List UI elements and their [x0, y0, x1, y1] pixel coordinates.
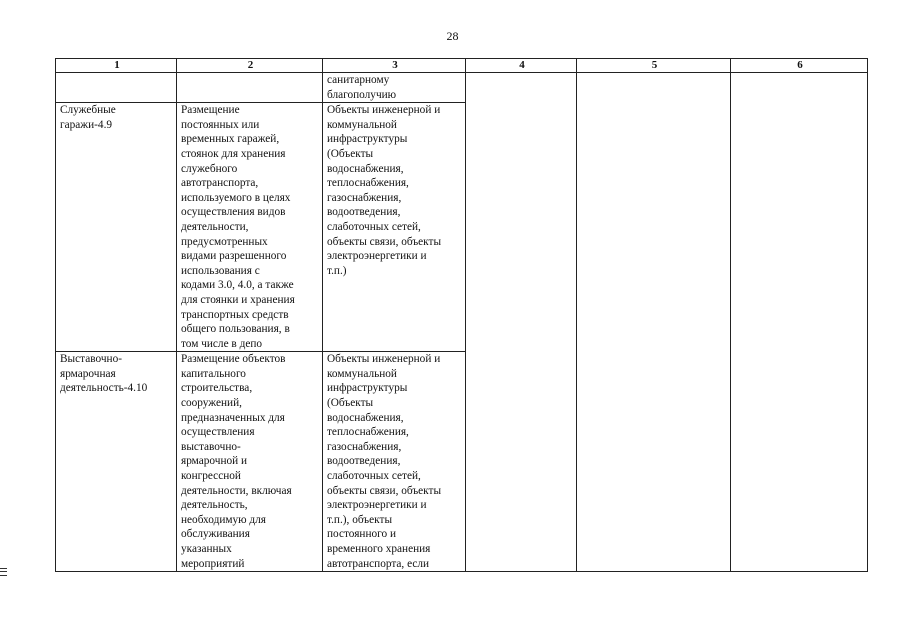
cell-text-line: т.п.), объекты: [327, 513, 393, 526]
scan-edge-mark: [0, 568, 7, 576]
cell-text-line: водоснабжения,: [327, 162, 404, 175]
cell-text-line: деятельность,: [181, 499, 248, 512]
cell-text-line: водоотведения,: [327, 455, 401, 468]
cell-text-line: строительства,: [181, 382, 253, 395]
cell-text-line: постоянного и: [327, 528, 397, 541]
cell-text-line: временного хранения: [327, 543, 431, 555]
cell-text-line: Размещение: [181, 104, 240, 117]
description-cell: [177, 352, 323, 572]
use-type-cell: [56, 352, 177, 572]
cell-text-line: т.п.): [327, 264, 347, 277]
cell-text-line: Служебные: [60, 104, 116, 117]
cell-text-line: выставочно-: [181, 440, 241, 453]
column-header: 4: [466, 59, 577, 73]
cell-text-line: теплоснабжения,: [327, 177, 409, 190]
cell-text-line: мероприятий: [181, 557, 245, 570]
cell-text-line: (Объекты: [327, 147, 374, 160]
cell-text-line: используемого в целях: [181, 191, 291, 204]
cell-text-line: благополучию: [327, 88, 397, 101]
header-row: [56, 59, 868, 73]
cell-text-line: для стоянки и хранения: [181, 293, 295, 306]
cell-text-line: конгрессной: [181, 470, 241, 483]
cell-text-line: коммунальной: [327, 367, 397, 380]
cell-text-line: слаботочных сетей,: [327, 220, 421, 233]
cell-text-line: (Объекты: [327, 397, 374, 410]
cell-text-line: коммунальной: [327, 118, 397, 131]
cell-text-line: видами разрешенного: [181, 250, 287, 263]
cell-text-line: стоянок для хранения: [181, 147, 286, 160]
column-4-cell: [466, 73, 577, 572]
cell-text-line: кодами 3.0, 4.0, а также: [181, 279, 294, 292]
cell-text-line: инфраструктуры: [327, 382, 408, 395]
cell-text-line: временных гаражей,: [181, 133, 280, 146]
cell-text-line: газоснабжения,: [327, 440, 402, 453]
page-number: 28: [446, 29, 459, 43]
cell-text-line: осуществления видов: [181, 206, 286, 219]
column-header: 5: [577, 59, 731, 73]
use-type-cell: [56, 103, 177, 352]
cell-text-line: служебного: [181, 162, 238, 175]
cell-text-line: указанных: [181, 543, 232, 555]
cell-text-line: деятельности,: [181, 220, 249, 233]
description-cell: [177, 73, 323, 103]
cell-text-line: автотранспорта, если: [327, 557, 430, 570]
cell-text-line: постоянных или: [181, 118, 260, 131]
cell-text-line: автотранспорта,: [181, 177, 259, 190]
cell-text-line: капитального: [181, 367, 246, 380]
cell-text-line: гаражи-4.9: [60, 118, 113, 131]
cell-text-line: Объекты инженерной и: [327, 104, 441, 117]
use-type-cell: [56, 73, 177, 103]
cell-text-line: слаботочных сетей,: [327, 470, 421, 483]
cell-text-line: деятельности, включая: [181, 484, 292, 497]
description-cell: [177, 103, 323, 352]
cell-text-line: предназначенных для: [181, 411, 285, 424]
cell-text-line: осуществления: [181, 426, 255, 439]
cell-text-line: электроэнергетики и: [327, 250, 427, 263]
cell-text-line: том числе в депо: [181, 337, 263, 350]
cell-text-line: общего пользования, в: [181, 323, 290, 336]
table-row: [56, 73, 868, 103]
auxiliary-uses-cell: [323, 103, 466, 352]
cell-text-line: теплоснабжения,: [327, 426, 409, 439]
column-header: 1: [56, 59, 177, 73]
auxiliary-uses-cell: [323, 73, 466, 103]
column-5-cell: [577, 73, 731, 572]
cell-text-line: водоотведения,: [327, 206, 401, 219]
column-6-cell: [731, 73, 868, 572]
column-header: 3: [323, 59, 466, 73]
cell-text-line: деятельность-4.10: [60, 382, 148, 395]
cell-text-line: санитарному: [327, 74, 390, 86]
cell-text-line: электроэнергетики и: [327, 499, 427, 512]
cell-text-line: предусмотренных: [181, 235, 268, 248]
land-use-table: [55, 58, 868, 572]
cell-text-line: транспортных средств: [181, 308, 289, 321]
column-header: 6: [731, 59, 868, 73]
cell-text-line: ярмарочная: [60, 367, 116, 380]
cell-text-line: инфраструктуры: [327, 133, 408, 146]
cell-text-line: водоснабжения,: [327, 411, 404, 424]
cell-text-line: Размещение объектов: [181, 353, 286, 366]
column-header: 2: [177, 59, 323, 73]
cell-text-line: ярмарочной и: [181, 455, 248, 468]
cell-text-line: Объекты инженерной и: [327, 353, 441, 366]
auxiliary-uses-cell: [323, 352, 466, 572]
cell-text-line: необходимую для: [181, 513, 267, 526]
cell-text-line: Выставочно-: [60, 353, 122, 366]
cell-text-line: объекты связи, объекты: [327, 484, 442, 497]
cell-text-line: объекты связи, объекты: [327, 235, 442, 248]
cell-text-line: обслуживания: [181, 528, 250, 541]
cell-text-line: использования с: [181, 264, 260, 277]
cell-text-line: сооружений,: [181, 397, 242, 410]
cell-text-line: газоснабжения,: [327, 191, 402, 204]
